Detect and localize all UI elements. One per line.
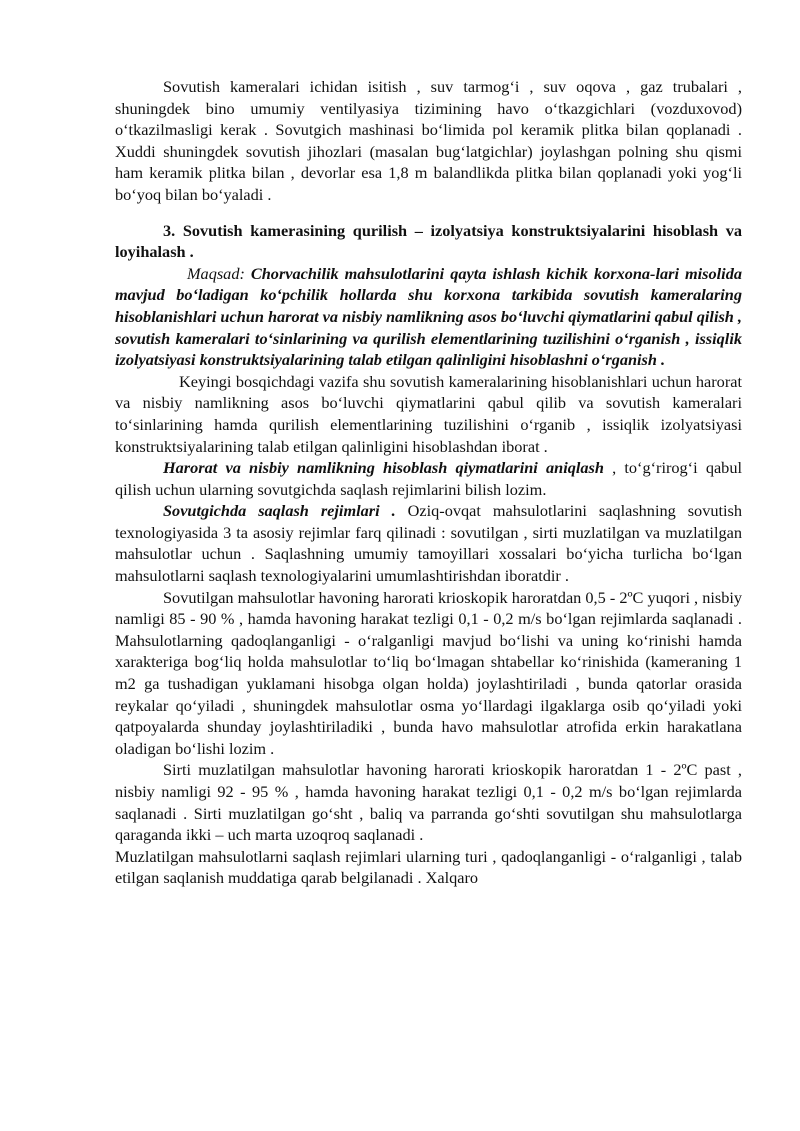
paragraph-surface-frozen: Sirti muzlatilgan mahsulotlar havoning harorati krioskopik haroratdan 1 - 2ºC past , nisbiy namligi 92 - 95 % , hamda havoning harakat tezligi 0,1 - 0,2 m/s bo‘lgan rejimlarda saqlanadi . Sirti muzlatilgan go‘sht , baliq va parranda go‘shti sovutilgan shu mahsulotlarga qaraganda ikki – uch marta uzoqroq saqlanadi . [115, 760, 742, 845]
paragraph-intro: Sovutish kameralari ichidan isitish , suv tarmog‘i , suv oqova , gaz trubalari , shuningdek bino umumiy ventilyasiya tizimining havo o‘tkazgichlari (vozduxovod) o‘tkazilmasligi kerak . Sovutgich mashinasi bo‘limida pol keramik plitka bilan qoplanadi . Xuddi shuningdek sovutish jihozlari (masalan bug‘latgichlar) joylashgan polning shu qismi ham keramik plitka bilan , devorlar esa 1,8 m balandlikda plitka bilan qoplanadi yoki yog‘li bo‘yoq bilan bo‘yaladi . [115, 77, 742, 204]
calc-values-text: , to‘g‘rirog‘i qabul qilish uchun ularning sovutgichda saqlash rejimlarini bilish lozim. [115, 458, 742, 499]
paragraph-task: Keyingi bosqichdagi vazifa shu sovutish kameralarining hisoblanishlari uchun harorat va nisbiy namlikning asos bo‘luvchi qiymatlarini qabul qilib va sovutish kameralari to‘sinlarining hamda qurilish elementlarining tuzilishini o‘rganib , issiqlik izolyatsiyasi konstruktsiyalarining talab etilgan qalinligini hisoblashdan iborat . [115, 371, 742, 456]
section-heading: 3. Sovutish kamerasining qurilish – izolyatsiya konstruktsiyalarini hisoblash va loyihalash . [115, 220, 742, 262]
calc-values-lead: Harorat va nisbiy namlikning hisoblash qiymatlarini aniqlash [163, 458, 604, 478]
paragraph-calc-values [115, 457, 742, 500]
storage-modes-lead: Sovutgichda saqlash rejimlari . [163, 501, 396, 521]
paragraph-storage-modes [115, 500, 742, 586]
storage-modes-text: Oziq-ovqat mahsulotlarini saqlashning sovutish texnologiyasida 3 ta asosiy rejimlar farq qilinadi : sovutilgan , sirti muzlatilgan va muzlatilgan mahsulotlar uchun . Saqlashning umumiy tamoyillari xossalari bo‘yicha turlicha bo‘lgan mahsulotlarni saqlash texnologiyalarini umumlashtirishdan iboratdir . [115, 501, 742, 586]
paragraph-chilled: Sovutilgan mahsulotlar havoning harorati krioskopik haroratdan 0,5 - 2ºC yuqori , nisbiy namligi 85 - 90 % , hamda havoning harakat tezligi 0,1 - 0,2 m/s bo‘lgan rejimlarda saqlanadi . Mahsulotlarning qadoqlanganligi - o‘ralganligi mavjud bo‘lishi va uning ko‘rinishi hamda xarakteriga bog‘liq holda mahsulotlar to‘liq bo‘lmagan shtabellar ko‘rinishida (kameraning 1 m2 ga tushadigan yuklamani hisobga olgan holda) joylashtiriladi , bunda qatorlar orasida reykalar qo‘yiladi , shuningdek mahsulotlar osma yo‘llardagi ilgaklarga osib qo‘yiladi yoki qatpoyalarda shunday joylashtiriladiki , bunda havo mahsulotlar atrofida erkin harakatlana oladigan bo‘lishi lozim . [115, 587, 742, 758]
goal-label: Maqsad: [187, 263, 245, 283]
paragraph-frozen: Muzlatilgan mahsulotlarni saqlash rejimlari ularning turi , qadoqlanganligi - o‘ralganligi , talab etilgan saqlanish muddatiga qarab belgilanadi . Xalqaro [115, 846, 742, 888]
goal-paragraph [115, 263, 742, 371]
goal-text: Chorvachilik mahsulotlarini qayta ishlash kichik korxona-lari misolida mavjud bo‘ladigan ko‘pchilik hollarda shu korxona tarkibida sovutish kameralaring hisoblanishlari uchun harorat va nisbiy namlikning asos bo‘luvchi qiymatlarini qabul qilish , sovutish kameralari to‘sinlarining va qurilish elementlarining tuzilishini o‘rganish , issiqlik izolyatsiyasi konstruktsiyalarining talab etilgan qalinligini hisoblashni o‘rganish . [115, 263, 742, 370]
